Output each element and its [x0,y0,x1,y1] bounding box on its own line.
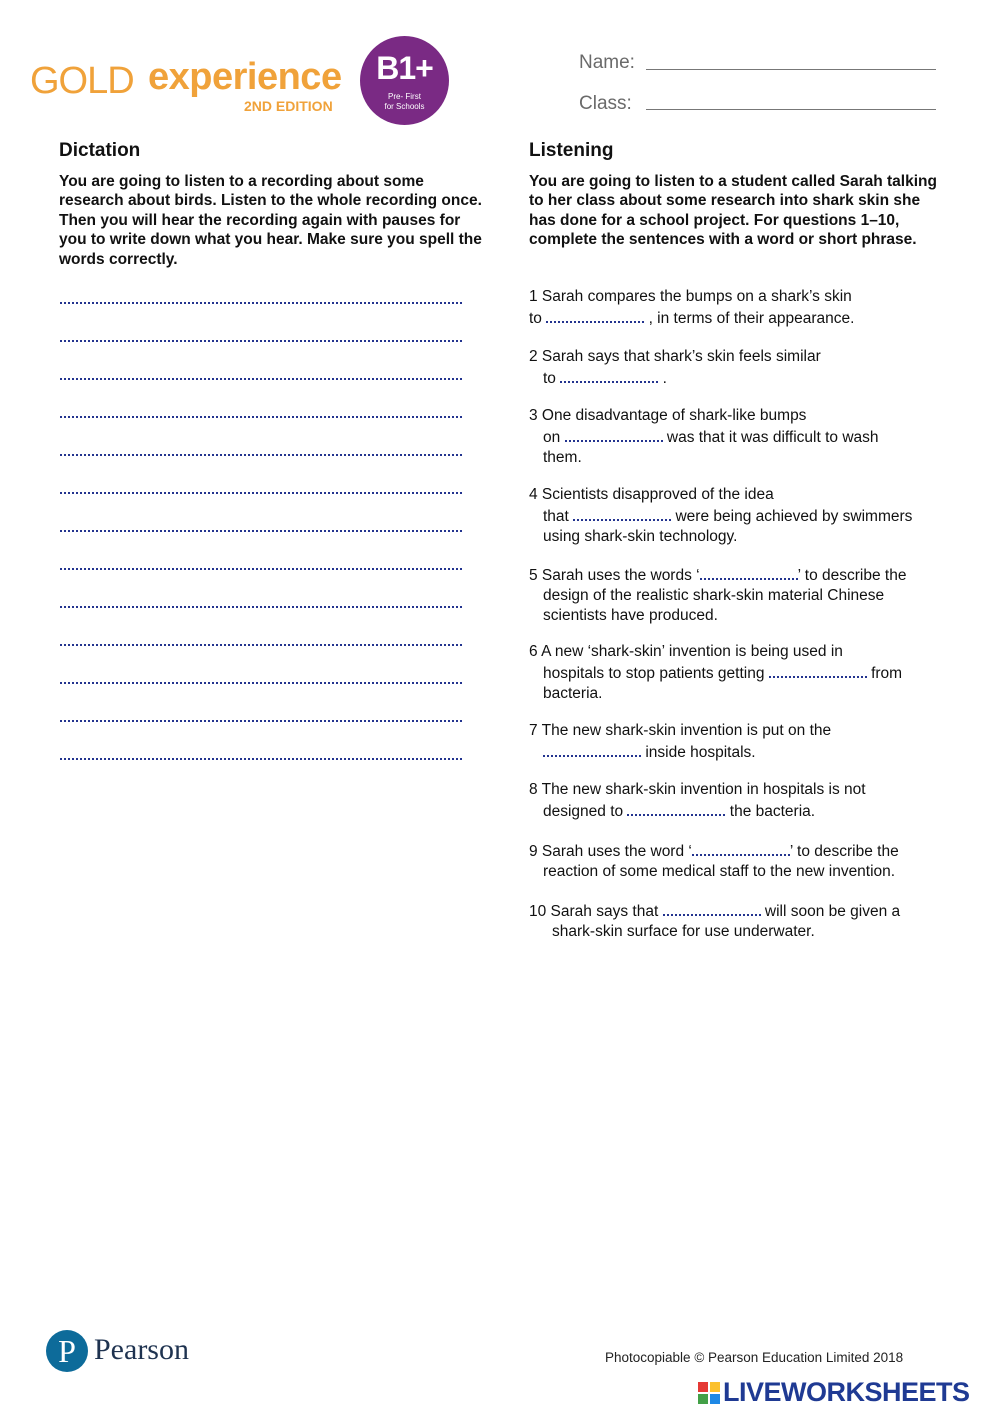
class-label: Class: [579,93,632,114]
answer-blank-4[interactable] [573,505,671,521]
listening-instructions: You are going to listen to a student called Sarah talking to her class about some research into shark skin she has done for a school project. For questions 1–10, complete the sentences with a word or short phrase. [529,173,937,249]
question-1-line-2 [529,307,949,329]
question-5-suffix: ’ to describe the [797,567,907,584]
question-7-line-2 [529,741,949,763]
question-2-prefix: to [543,370,556,387]
answer-blank-2[interactable] [560,367,658,383]
question-4-line-1: 4 Scientists disapproved of the idea [529,486,774,503]
question-8-prefix: designed to [543,803,624,820]
badge-level: B1+ [376,50,433,86]
question-10-prefix: 10 Sarah says that [529,903,659,920]
pearson-logo-mark: P [58,1333,76,1369]
question-5-prefix: 5 Sarah uses the words ‘ [529,567,700,584]
question-8-line-1: 8 The new shark-skin invention in hospitals is not [529,781,866,798]
question-9-suffix: ’ to describe the [789,843,899,860]
question-9-line-1 [529,840,949,862]
badge-sub-line-1: Pre- First [388,92,421,101]
question-7-line-1: 7 The new shark-skin invention is put on the [529,722,832,739]
question-8-suffix: the bacteria. [729,803,816,820]
question-6 [529,642,949,704]
class-field[interactable] [646,109,936,110]
question-9-prefix: 9 Sarah uses the word ‘ [529,843,692,860]
badge-sub-line-2: for Schools [384,102,425,111]
question-7 [529,721,949,763]
liveworksheets-logo-icon [698,1382,722,1406]
badge-subtitle [360,92,449,112]
dictation-line[interactable] [60,530,462,532]
question-8 [529,780,949,822]
dictation-line[interactable] [60,416,462,418]
question-5 [529,564,949,626]
question-9-line-2: reaction of some medical staff to the new invention. [543,863,896,880]
answer-blank-7[interactable] [543,741,641,757]
dictation-instructions: You are going to listen to a recording about some research about birds. Listen to the whole recording once. Then you will hear the recording again with pauses for you to write down what you hear. Make sure you spell the words correctly. [59,173,482,268]
question-2-suffix: . [662,370,667,387]
answer-blank-9[interactable] [692,840,790,856]
listening-heading: Listening [529,140,614,161]
question-3-suffix: was that it was difficult to wash [666,429,879,446]
answer-blank-5[interactable] [700,564,798,580]
question-10 [529,900,949,942]
question-4 [529,485,949,547]
copyright-notice: Photocopiable © Pearson Education Limited 2018 [605,1350,904,1365]
question-4-prefix: that [543,508,569,525]
dictation-line[interactable] [60,606,462,608]
question-9 [529,840,949,882]
question-4-line-2 [529,505,949,527]
question-1-prefix: to [529,310,542,327]
question-6-suffix: from [871,665,903,682]
dictation-line[interactable] [60,378,462,380]
question-10-line-1 [529,900,949,922]
question-1-suffix: , in terms of their appearance. [648,310,855,327]
question-2 [529,347,949,389]
dictation-line[interactable] [60,302,462,304]
dictation-line[interactable] [60,720,462,722]
question-4-suffix: were being achieved by swimmers [675,508,913,525]
pearson-logo-icon [46,1330,88,1372]
name-label: Name: [579,52,635,73]
question-6-line-3: bacteria. [543,685,603,702]
dictation-line[interactable] [60,644,462,646]
question-6-line-2 [529,662,949,684]
pearson-wordmark: Pearson [94,1333,189,1366]
answer-blank-6[interactable] [769,662,867,678]
question-2-line-1: 2 Sarah says that shark’s skin feels similar [529,348,821,365]
question-4-line-3: using shark-skin technology. [543,528,738,545]
dictation-heading: Dictation [59,140,141,161]
answer-blank-1[interactable] [546,307,644,323]
logo-gold: GOLD [30,60,134,102]
level-badge [360,36,449,125]
question-5-line-2: design of the realistic shark-skin material Chinese [543,587,885,604]
question-3-line-3: them. [543,449,582,466]
dictation-line[interactable] [60,568,462,570]
dictation-line[interactable] [60,758,462,760]
dictation-line[interactable] [60,492,462,494]
question-7-suffix: inside hospitals. [645,744,756,761]
logo-edition: 2ND EDITION [244,98,333,114]
dictation-line[interactable] [60,340,462,342]
question-1-line-1: 1 Sarah compares the bumps on a shark’s skin [529,288,852,305]
dictation-line[interactable] [60,682,462,684]
question-10-line-2: shark-skin surface for use underwater. [552,923,815,940]
answer-blank-3[interactable] [565,426,663,442]
dictation-line[interactable] [60,454,462,456]
question-3-line-1: 3 One disadvantage of shark-like bumps [529,407,807,424]
question-3-line-2 [529,426,949,448]
answer-blank-10[interactable] [663,900,761,916]
answer-blank-8[interactable] [627,800,725,816]
logo-experience: experience [148,56,342,98]
question-1 [529,287,949,329]
question-2-line-2 [529,367,949,389]
name-field[interactable] [646,69,936,70]
question-10-suffix: will soon be given a [764,903,901,920]
question-5-line-3: scientists have produced. [543,607,718,624]
question-3 [529,406,949,468]
question-3-prefix: on [543,429,561,446]
question-5-line-1 [529,564,949,586]
question-6-prefix: hospitals to stop patients getting [543,665,765,682]
liveworksheets-watermark: LIVEWORKSHEETS [723,1377,970,1407]
question-6-line-1: 6 A new ‘shark-skin’ invention is being used in [529,643,843,660]
question-8-line-2 [529,800,949,822]
